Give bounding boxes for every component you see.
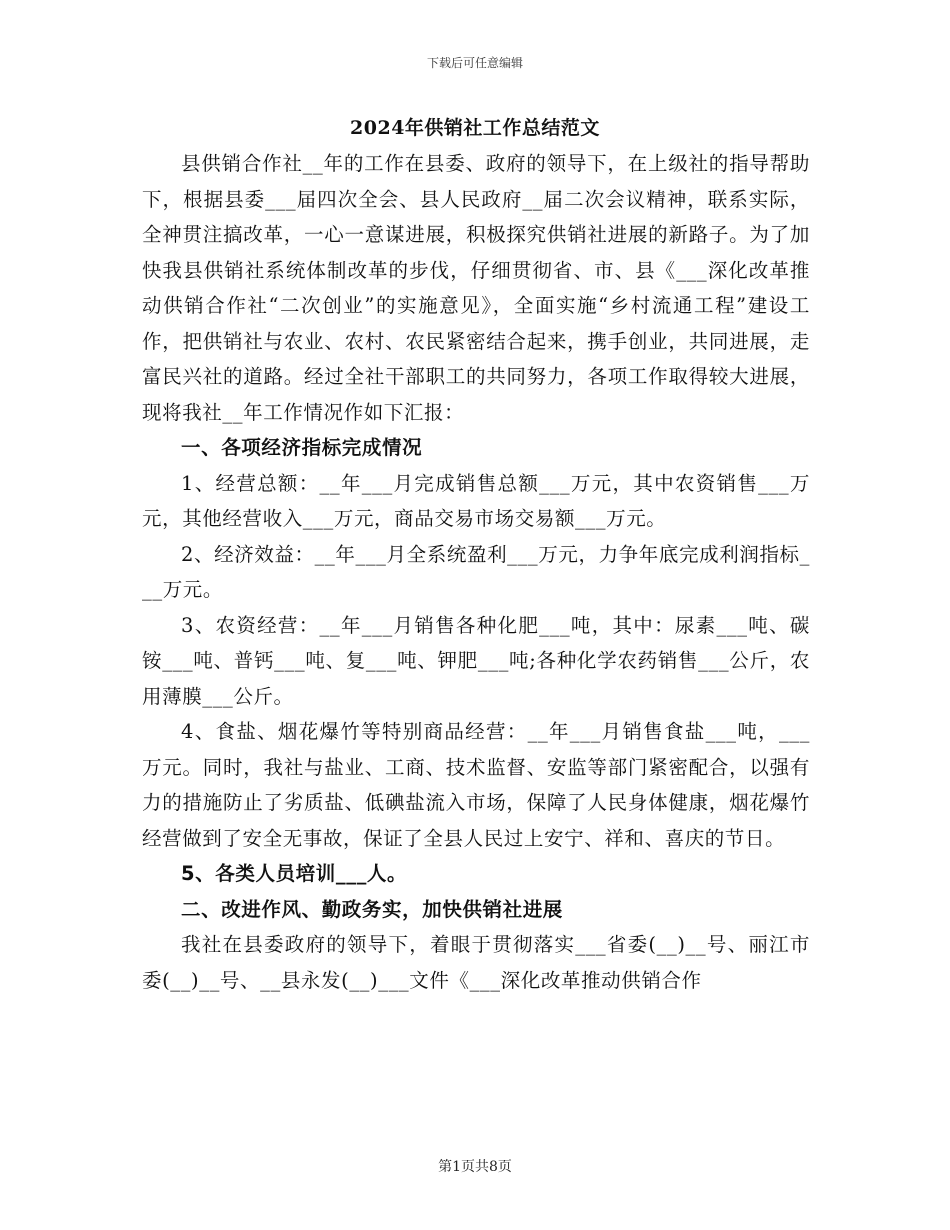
item-paragraph-2: 2、经济效益：__年___月全系统盈利___万元，力争年底完成利润指标___万元。	[142, 542, 810, 601]
section-heading-1: 一、各项经济指标完成情况	[181, 436, 423, 459]
intro-paragraph: 县供销合作社__年的工作在县委、政府的领导下，在上级社的指导帮助下，根据县委___届四次全会、县人民政府__届二次会议精神，联系实际，全神贯注搞改革，一心一意谋进展，积极探究供销社进展的新路子。为了加快我县供销社系统体制改革的步伐，仔细贯彻省、市、县《___深化改革推动供销合作社“二次创业”的实施意见》，全面实施“乡村流通工程”建设工作，把供销社与农业、农村、农民紧密结合起来，携手创业，共同进展，走富民兴社的道路。经过全社干部职工的共同努力，各项工作取得较大进展，现将我社__年工作情况作如下汇报：	[142, 152, 810, 424]
page-number: 第1页共8页	[438, 1159, 512, 1175]
section-2-paragraph: 我社在县委政府的领导下，着眼于贯彻落实___省委(__)__号、丽江市委(__)__号、__县永发(__)___文件《___深化改革推动供销合作	[142, 933, 810, 992]
item-paragraph-3: 3、农资经营：__年___月销售各种化肥___吨，其中：尿素___吨、碳铵___吨、普钙___吨、复___吨、钾肥___吨;各种化学农药销售___公斤，农用薄膜___公斤。	[142, 613, 810, 708]
section-heading-2: 二、改进作风、勤政务实，加快供销社进展	[181, 897, 563, 921]
document-body	[142, 146, 810, 998]
item-paragraph-1: 1、经营总额：__年___月完成销售总额___万元，其中农资销售___万元，其他经营收入___万元，商品交易市场交易额___万元。	[142, 471, 810, 530]
document-title: 2024年供销社工作总结范文	[350, 117, 600, 139]
item-heading-5: 5、各类人员培训___人。	[181, 862, 408, 885]
item-paragraph-4: 4、食盐、烟花爆竹等特别商品经营：__年___月销售食盐___吨，___万元。同时，我社与盐业、工商、技术监督、安监等部门紧密配合，以强有力的措施防止了劣质盐、低碘盐流入市场，保障了人民身体健康，烟花爆竹经营做到了安全无事故，保证了全县人民过上安宁、祥和、喜庆的节日。	[142, 720, 810, 850]
header-note: 下载后可任意编辑	[426, 56, 523, 70]
